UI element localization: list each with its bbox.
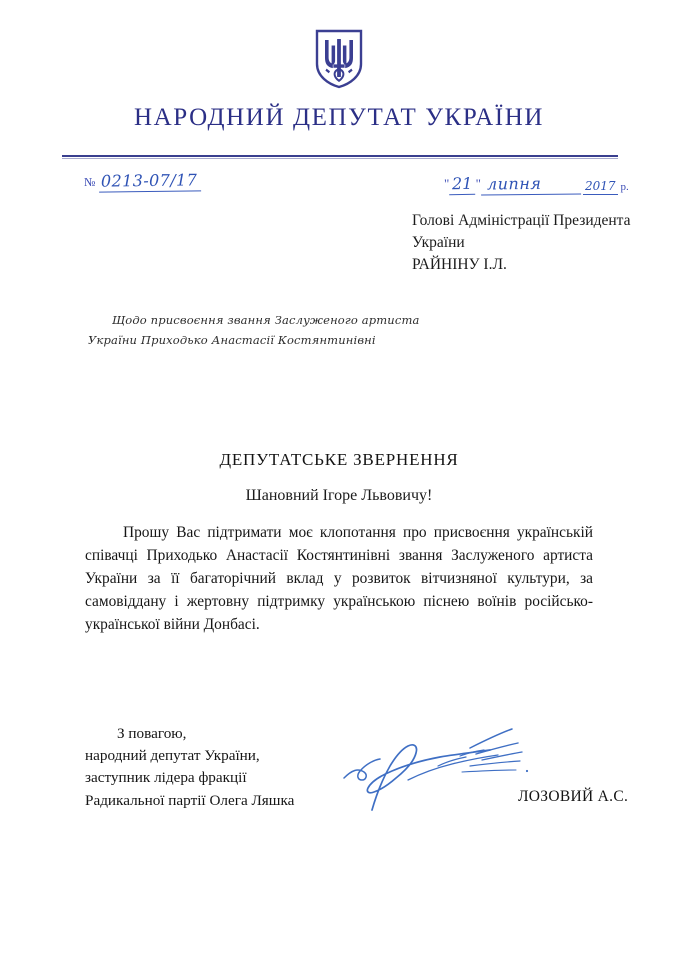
date-block (444, 174, 629, 195)
document-title: ДЕПУТАТСЬКЕ ЗВЕРНЕННЯ (219, 450, 459, 469)
closing-salutation: З повагою, (117, 725, 187, 742)
header-divider (62, 155, 618, 158)
reference-number-value: 0213-07/17 (99, 171, 201, 192)
signer-role-line-2: заступник лідера фракції (85, 769, 247, 787)
addressee-line-3: РАЙНІНУ І.Л. (412, 256, 507, 273)
ukraine-trident-emblem-icon (314, 28, 364, 95)
subject-line-2: України Приходько Анастасії Костянтинівні (88, 333, 376, 348)
reference-number (84, 172, 202, 192)
date-year-value: 2017 (584, 179, 616, 193)
date-month-value: липня (481, 173, 581, 195)
subject-block (88, 310, 428, 350)
signer-name: ЛОЗОВИЙ А.С. (518, 788, 629, 805)
signature-block (85, 723, 375, 812)
date-day-value: 21 (449, 174, 476, 196)
emblem-container (0, 28, 678, 95)
date-suffix: р. (620, 181, 629, 193)
signer-role-line-3: Радикальної партії Олега Ляшка (85, 791, 295, 809)
subject-line-1: Щодо присвоєння звання Заслуженого артиста (112, 313, 420, 327)
addressee-line-2: України (412, 234, 465, 251)
body-paragraph: Прошу Вас підтримати моє клопотання про присвоєння українській співачці Приходько Анастасії Костянтинівні звання Заслуженого артиста України за її багаторічний вклад у розвиток вітчизняної культури, за самовіддану і жертовну підтримку українською піснею воїнів російсько-української війни Донбасі. (85, 524, 593, 634)
salutation: Шановний Ігоре Львовичу! (245, 487, 433, 504)
letterhead-title: НАРОДНИЙ ДЕПУТАТ УКРАЇНИ (133, 104, 545, 131)
signer-role-line-1: народний депутат України, (85, 747, 260, 765)
addressee-line-1: Голові Адміністрації Президента (412, 212, 631, 229)
date-open-quote: " (444, 176, 450, 191)
addressee-block (412, 210, 662, 276)
reference-date-row (62, 170, 629, 198)
reference-number-label: № (84, 174, 96, 189)
date-close-quote: " (475, 176, 481, 191)
